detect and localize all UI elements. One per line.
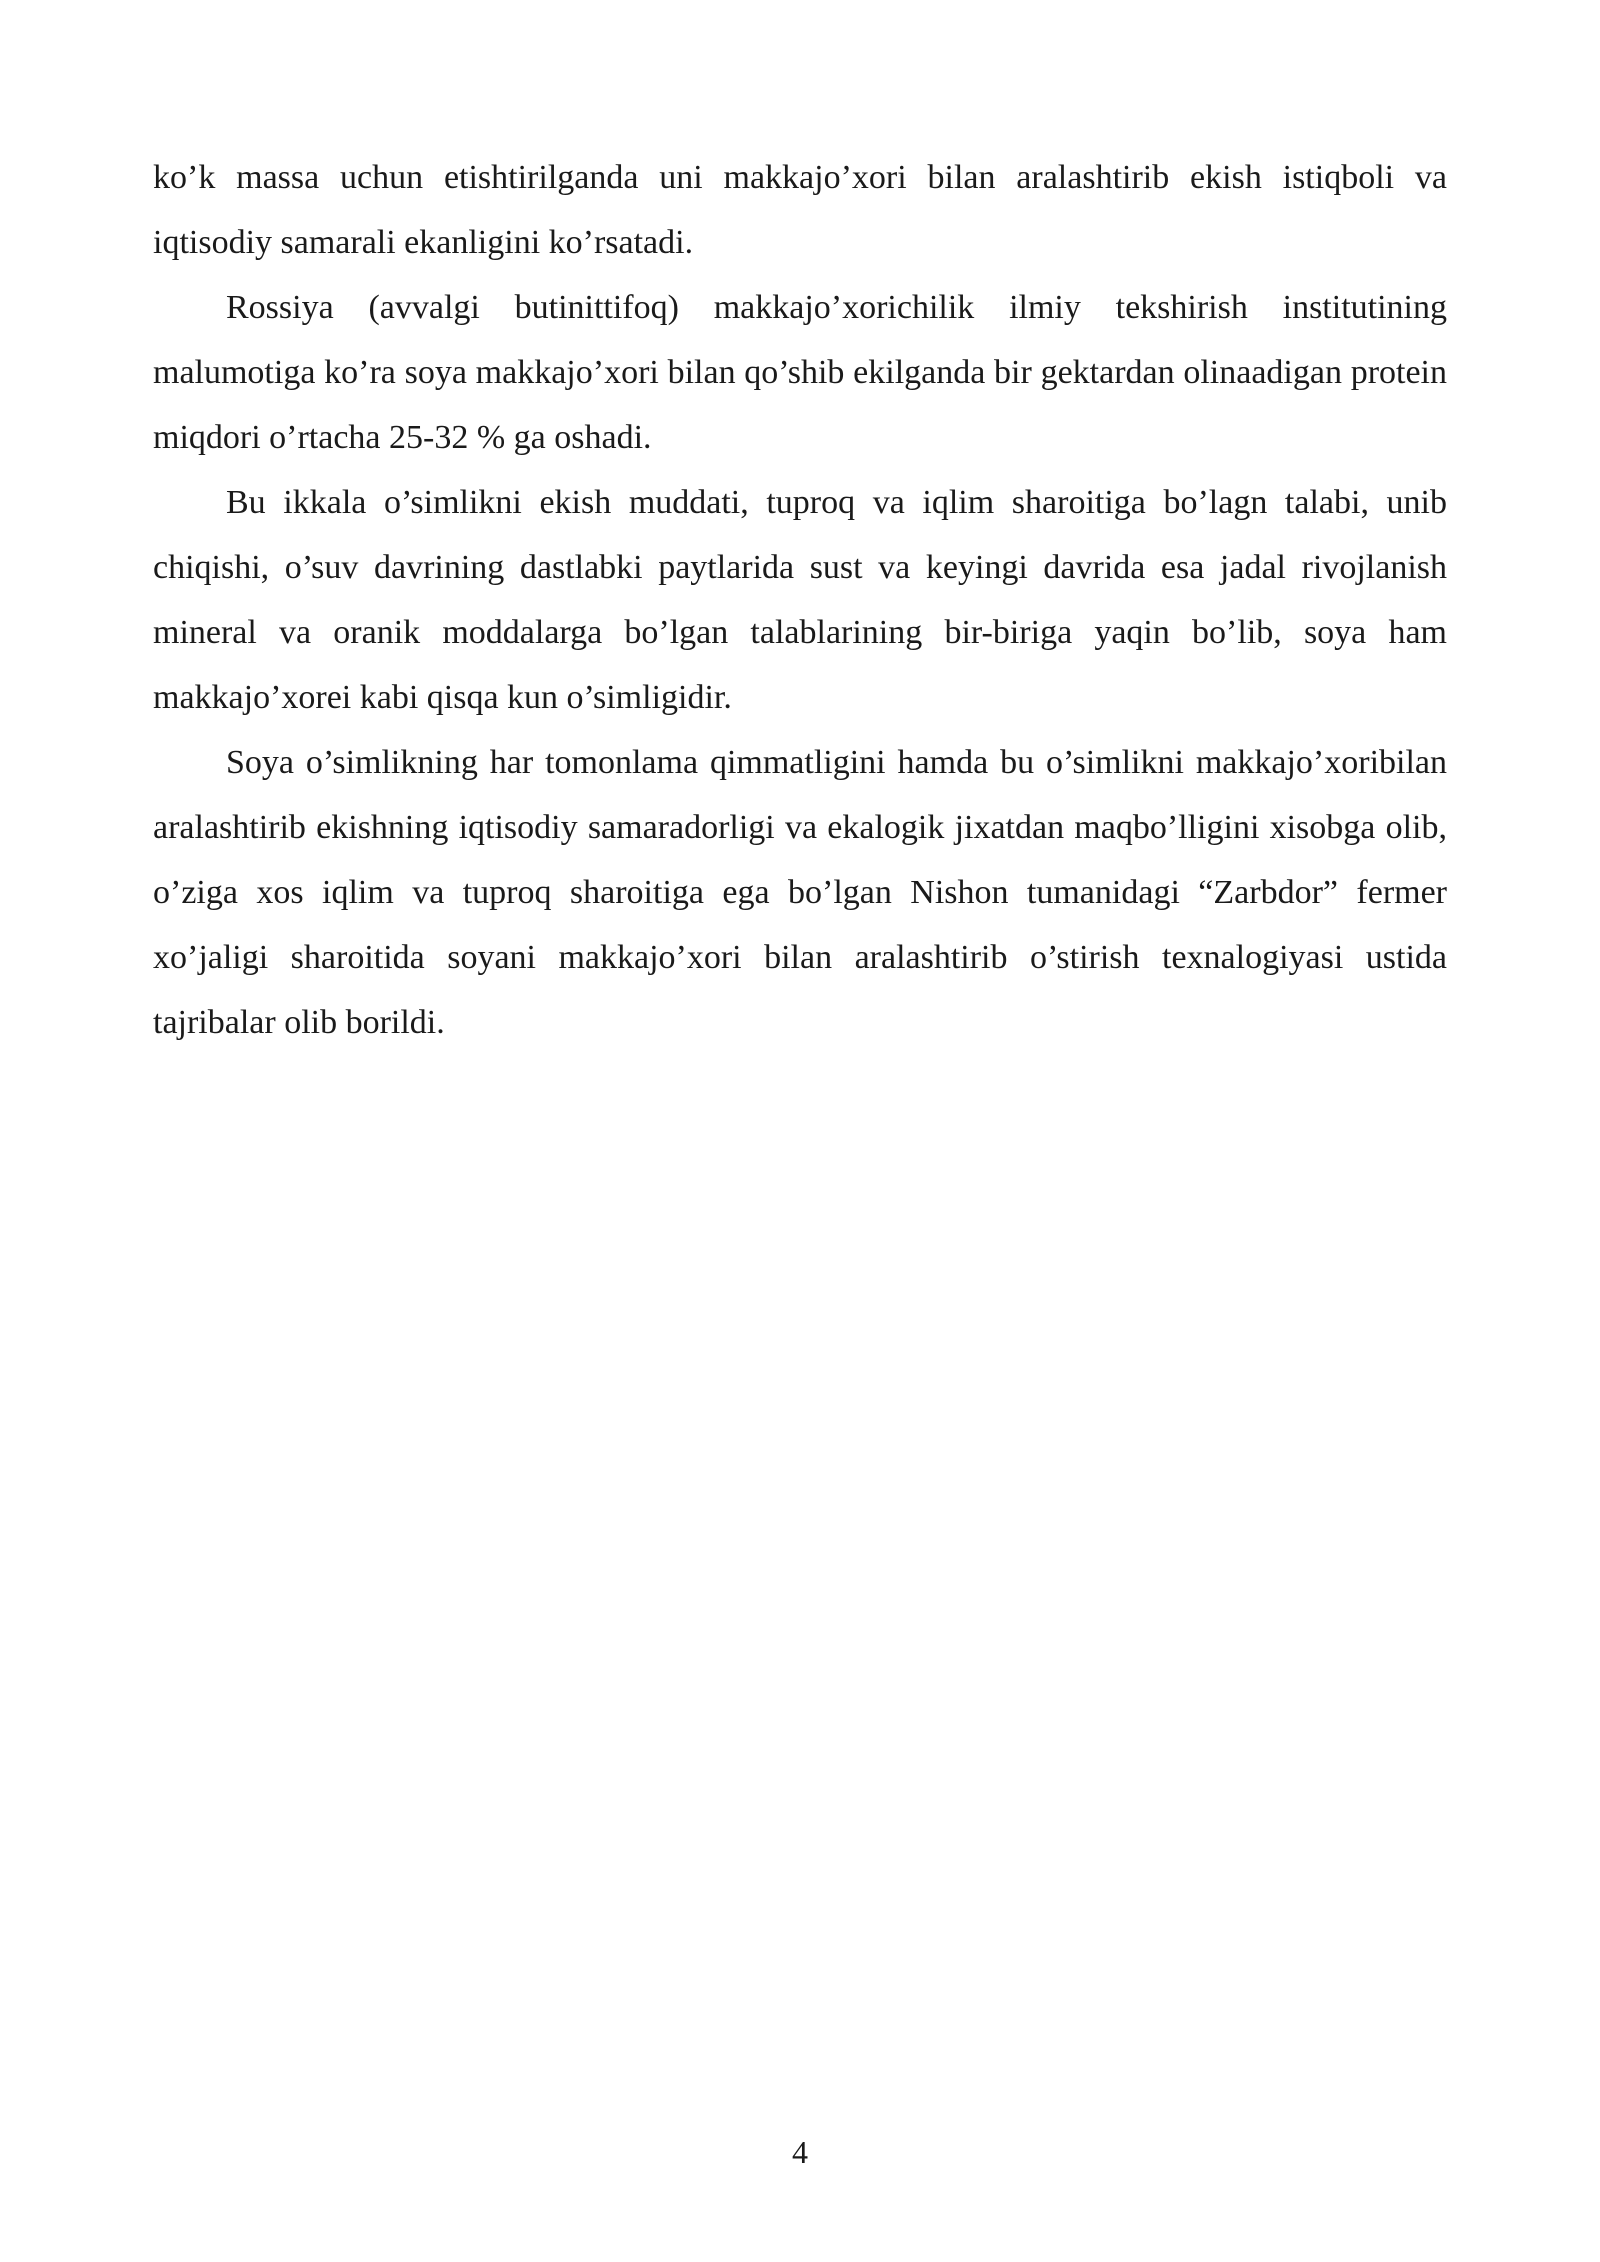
paragraph-growth-conditions: Bu ikkala o’simlikni ekish muddati, tuproq va iqlim sharoitiga bo’lagn talabi, unib chiqishi, o’suv davrining dastlabki paytlarida sust va keyingi davrida esa jadal rivojlanish mineral va oranik moddalarga bo’lgan talablarining bir-biriga yaqin bo’lib, soya ham makkajo’xorei kabi qisqa kun o’simligidir. — [153, 484, 1447, 716]
page-number: 4 — [792, 2134, 808, 2170]
body-text — [153, 145, 1447, 1055]
paragraph-continuation: ko’k massa uchun etishtirilganda uni makkajo’xori bilan aralashtirib ekish istiqboli va iqtisodiy samarali ekanligini ko’rsatadi. — [153, 159, 1447, 261]
paragraph-experiment: Soya o’simlikning har tomonlama qimmatligini hamda bu o’simlikni makkajo’xoribilan aralashtirib ekishning iqtisodiy samaradorligi va ekalogik jixatdan maqbo’lligini xisobga olib, o’ziga xos iqlim va tuproq sharoitiga ega bo’lgan Nishon tumanidagi “Zarbdor” fermer xo’jaligi sharoitida soyani makkajo’xori bilan aralashtirib o’stirish texnalogiyasi ustida tajribalar olib borildi. — [153, 744, 1447, 1041]
paragraph-protein-yield: Rossiya (avvalgi butinittifoq) makkajo’xorichilik ilmiy tekshirish institutining malumotiga ko’ra soya makkajo’xori bilan qo’shib ekilganda bir gektardan olinaadigan protein miqdori o’rtacha 25-32 % ga oshadi. — [153, 289, 1447, 456]
